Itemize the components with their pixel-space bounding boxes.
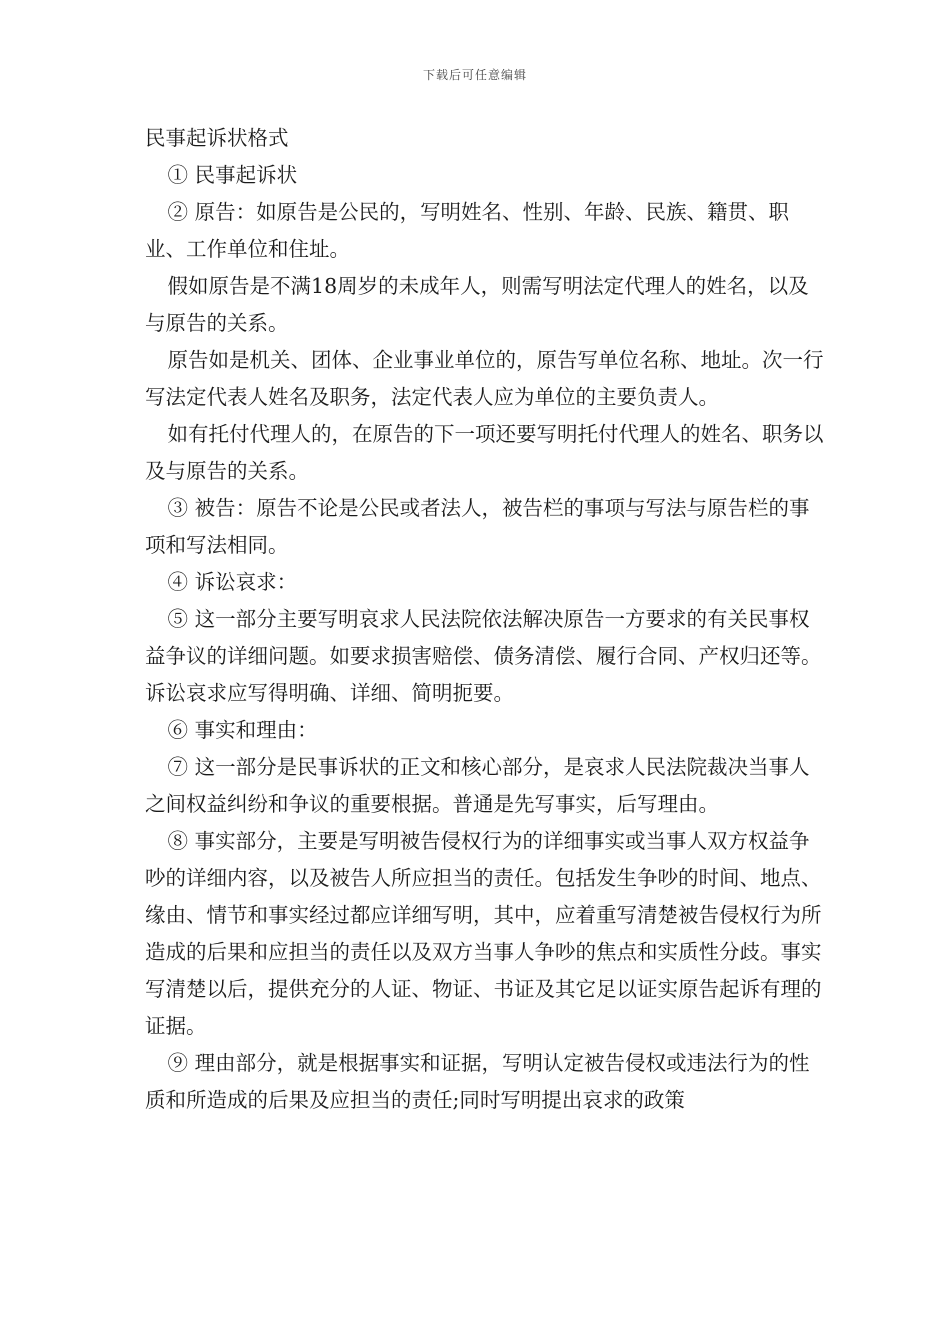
paragraph-10: ⑦ 这一部分是民事诉状的正文和核心部分，是哀求人民法院裁决当事人之间权益纠纷和争议的重要根据。普通是先写事实，后写理由。: [145, 755, 810, 816]
paragraph-12: ⑨ 理由部分，就是根据事实和证据，写明认定被告侵权或违法行为的性质和所造成的后果及应担当的责任;同时写明提出哀求的政策: [145, 1051, 810, 1112]
paragraph-3: 假如原告是不满18周岁的未成年人，则需写明法定代理人的姓名，以及与原告的关系。: [145, 274, 809, 335]
paragraph-2: ② 原告：如原告是公民的，写明姓名、性别、年龄、民族、籍贯、职业、工作单位和住址。: [145, 200, 790, 261]
paragraph-5: 如有托付代理人的，在原告的下一项还要写明托付代理人的姓名、职务以及与原告的关系。: [145, 422, 824, 483]
paragraph-1: ① 民事起诉状: [167, 163, 298, 187]
document-title: 民事起诉状格式: [145, 126, 289, 150]
document-body: [145, 120, 825, 1119]
header-note: 下载后可任意编辑: [422, 68, 527, 82]
paragraph-8: ⑤ 这一部分主要写明哀求人民法院依法解决原告一方要求的有关民事权益争议的详细问题。如要求损害赔偿、债务清偿、履行合同、产权归还等。诉讼哀求应写得明确、详细、简明扼要。: [145, 607, 822, 705]
paragraph-6: ③ 被告：原告不论是公民或者法人，被告栏的事项与写法与原告栏的事项和写法相同。: [145, 496, 810, 557]
paragraph-9: ⑥ 事实和理由：: [167, 718, 318, 742]
paragraph-7: ④ 诉讼哀求：: [167, 570, 298, 594]
paragraph-11: ⑧ 事实部分，主要是写明被告侵权行为的详细事实或当事人双方权益争吵的详细内容，以及被告人所应担当的责任。包括发生争吵的时间、地点、缘由、情节和事实经过都应详细写明，其中，应着重写清楚被告侵权行为所造成的后果和应担当的责任以及双方当事人争吵的焦点和实质性分歧。事实写清楚以后，提供充分的人证、物证、书证及其它足以证实原告起诉有理的证据。: [145, 829, 822, 1038]
paragraph-4: 原告如是机关、团体、企业事业单位的，原告写单位名称、地址。次一行写法定代表人姓名及职务，法定代表人应为单位的主要负责人。: [145, 348, 824, 409]
